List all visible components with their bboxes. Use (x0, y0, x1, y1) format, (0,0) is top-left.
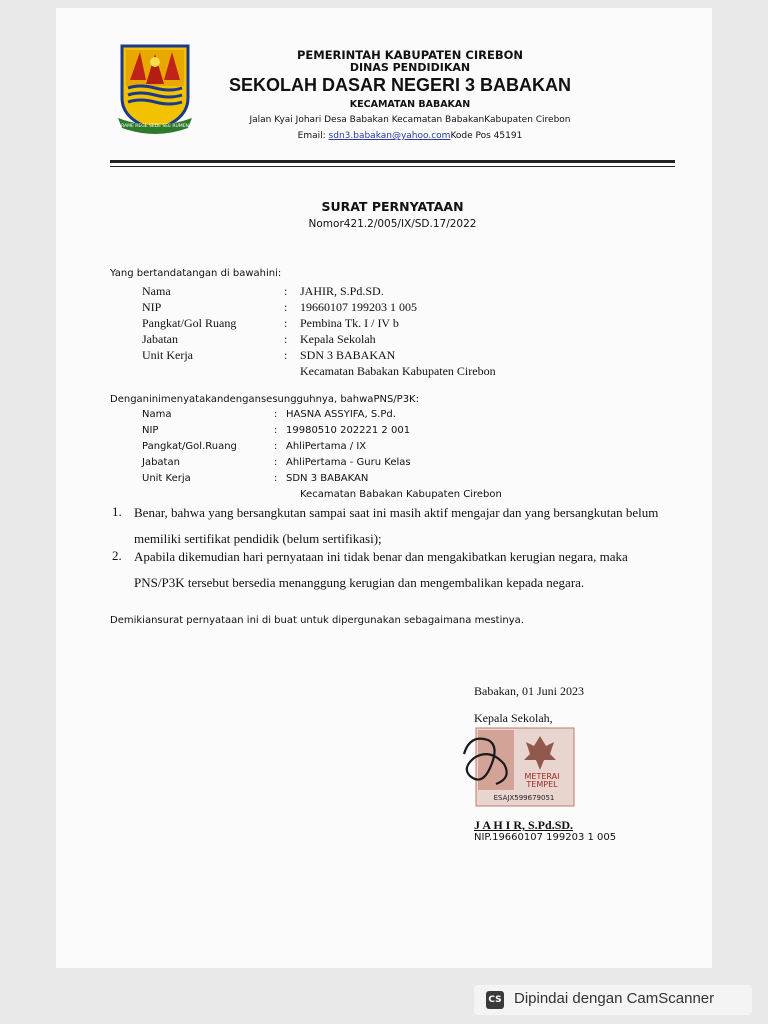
field-value: 19980510 202221 2 001 (286, 425, 411, 436)
letterhead-rule-thick (110, 160, 675, 163)
camscanner-badge (474, 985, 752, 1015)
stamp-line2: TEMPEL (526, 780, 558, 789)
signer-name: J A H I R, S.Pd.SD. (474, 818, 574, 832)
field-label: Jabatan (142, 332, 178, 346)
field-separator: : (284, 316, 288, 330)
field-value: JAHIR, S.Pd.SD. (300, 284, 384, 298)
camscanner-text: Dipindai dengan CamScanner (514, 990, 715, 1007)
letterhead-district: KECAMATAN BABAKAN (349, 99, 471, 110)
letterhead-contact (200, 131, 620, 141)
field-label: Pangkat/Gol Ruang (142, 316, 237, 330)
letterhead-rule-thin (110, 166, 675, 167)
declaration-intro: Denganinimenyatakandengansesungguhnya, bahwaPNS/P3K: (110, 394, 419, 405)
signer-nip: NIP.19660107 199203 1 005 (474, 832, 617, 843)
field-label: Jabatan (142, 457, 180, 468)
field-separator: : (284, 348, 288, 362)
letterhead-school-name: SEKOLAH DASAR NEGERI 3 BABAKAN (228, 75, 572, 95)
letter-title: SURAT PERNYATAAN (321, 199, 464, 214)
signer-position: Kepala Sekolah, (474, 711, 553, 725)
field-value: AhliPertama - Guru Kelas (286, 457, 411, 468)
field-label: Nama (142, 409, 172, 420)
postal-code: Kode Pos 45191 (450, 131, 523, 141)
field-label: NIP (142, 300, 162, 314)
point-line: Apabila dikemudian hari pernyataan ini tidak benar dan mengakibatkan kerugian negara, maka (134, 549, 628, 564)
meterai-stamp (460, 724, 580, 810)
camscanner-icon: CS (486, 991, 504, 1009)
field-label: Pangkat/Gol.Ruang (142, 441, 237, 452)
point-text (134, 544, 674, 596)
field-value-continuation: Kecamatan Babakan Kabupaten Cirebon (300, 489, 502, 500)
letterhead-government: PEMERINTAH KABUPATEN CIREBON (296, 48, 524, 62)
email-link[interactable]: sdn3.babakan@yahoo.com (328, 131, 451, 141)
point-line: PNS/P3K tersebut bersedia menanggung kerugian dan mengembalikan kepada negara. (134, 575, 585, 590)
field-separator: : (274, 473, 278, 484)
field-label: Nama (142, 284, 171, 298)
signatory-intro: Yang bertandatangan di bawahini: (110, 268, 282, 279)
field-value: HASNA ASSYIFA, S.Pd. (286, 409, 396, 420)
stamp-serial: ESAJX599679051 (493, 794, 555, 802)
field-separator: : (274, 457, 278, 468)
logo-ribbon-text: RAME REGE SEDE SEE RUMEN (121, 124, 189, 129)
stamp-line1: METERAI (524, 772, 560, 781)
letterhead-address: Jalan Kyai Johari Desa Babakan Kecamatan BabakanKabupaten Cirebon (249, 115, 571, 125)
field-label: Unit Kerja (142, 473, 191, 484)
field-value: Pembina Tk. I / IV b (300, 316, 399, 330)
field-separator: : (274, 425, 278, 436)
point-number: 1. (112, 504, 122, 519)
field-separator: : (274, 441, 278, 452)
field-value-continuation: Kecamatan Babakan Kabupaten Cirebon (300, 364, 496, 378)
email-label: Email: (297, 131, 329, 141)
field-value: SDN 3 BABAKAN (286, 473, 369, 484)
field-value: SDN 3 BABAKAN (300, 348, 396, 362)
point-line: memiliki sertifikat pendidik (belum sertifikasi); (134, 531, 382, 546)
field-label: NIP (142, 425, 159, 436)
field-separator: : (284, 300, 288, 314)
field-label: Unit Kerja (142, 348, 193, 362)
field-separator: : (274, 409, 278, 420)
document-page (56, 8, 712, 968)
field-value: AhliPertama / IX (286, 441, 367, 452)
point-line: Benar, bahwa yang bersangkutan sampai saat ini masih aktif mengajar dan yang bersangkutan belum (134, 505, 659, 520)
field-separator: : (284, 284, 288, 298)
field-separator: : (284, 332, 288, 346)
point-number: 2. (112, 548, 122, 563)
field-value: 19660107 199203 1 005 (300, 300, 417, 314)
closing-statement: Demikiansurat pernyataan ini di buat untuk dipergunakan sebagaimana mestinya. (110, 615, 524, 626)
letter-number: Nomor421.2/005/IX/SD.17/2022 (308, 218, 477, 230)
field-value: Kepala Sekolah (300, 332, 376, 346)
letterhead-department: DINAS PENDIDIKAN (349, 61, 471, 74)
place-date: Babakan, 01 Juni 2023 (474, 684, 584, 698)
